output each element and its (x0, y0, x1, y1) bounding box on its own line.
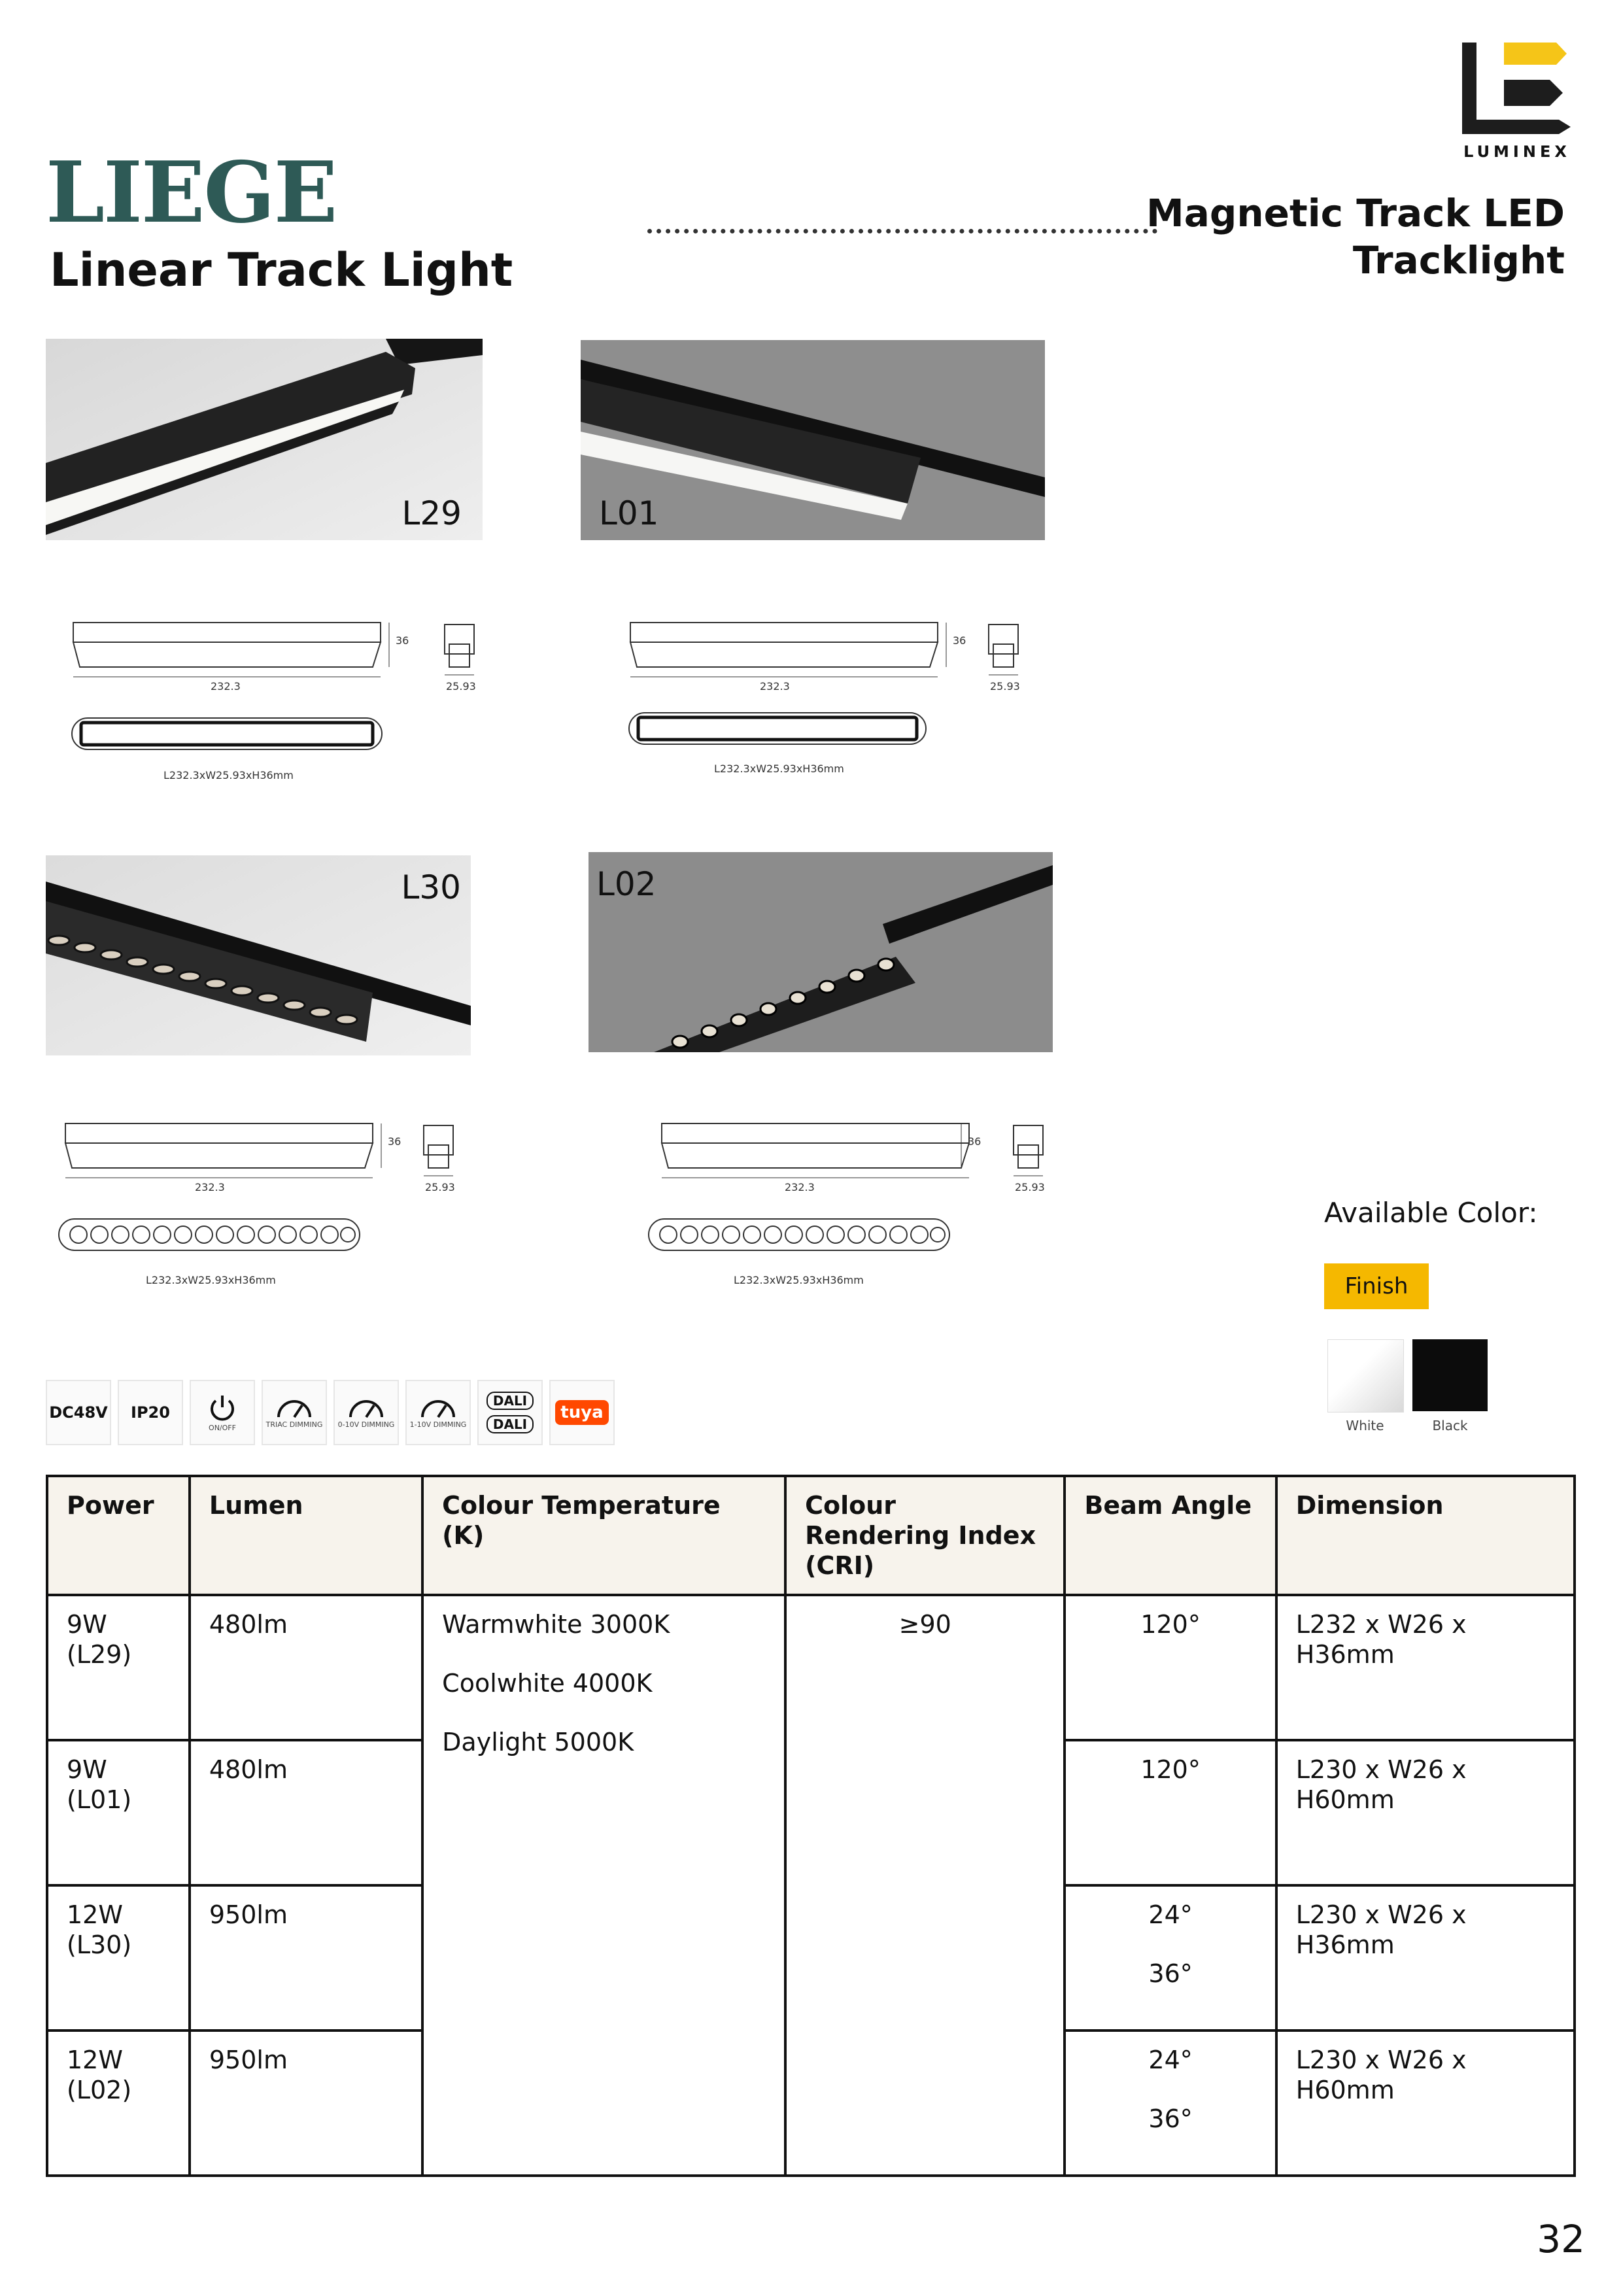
dim-length: 232.3 (785, 1181, 815, 1193)
header-power: Power (47, 1476, 190, 1595)
technical-drawing-3 (58, 1116, 489, 1286)
feature-icons (46, 1380, 615, 1445)
technical-drawing-4 (647, 1116, 1079, 1286)
product-label: L01 (599, 494, 659, 532)
dim-note: L232.3xW25.93xH36mm (714, 762, 844, 775)
dim-note: L232.3xW25.93xH36mm (146, 1274, 276, 1286)
product-photo-l02 (589, 852, 1053, 1052)
dim-width: 25.93 (990, 680, 1020, 693)
dim-length: 232.3 (211, 680, 241, 693)
tuya-icon: tuya (549, 1380, 615, 1445)
dim-height: 36 (388, 1135, 401, 1148)
dim-length: 232.3 (195, 1181, 225, 1193)
dim-width: 25.93 (425, 1181, 455, 1193)
cell-colour-temperature: Warmwhite 3000K Coolwhite 4000K Daylight 5000K (422, 1595, 785, 2176)
table-header-row (47, 1476, 1575, 1595)
spec-table (46, 1475, 1576, 2177)
header-dimension: Dimension (1276, 1476, 1575, 1595)
cell-dimension: L232 x W26 x H36mm (1276, 1595, 1575, 1740)
cell-lumen: 480lm (190, 1740, 422, 1885)
header-lumen: Lumen (190, 1476, 422, 1595)
cell-lumen: 480lm (190, 1595, 422, 1740)
black-swatch-label: Black (1432, 1418, 1468, 1433)
product-brand-title: LIEGE (46, 144, 337, 242)
tagline (1146, 190, 1565, 284)
product-photo-l01 (581, 340, 1045, 540)
cell-beam-angle: 120° (1065, 1740, 1276, 1885)
dali-icon: DALI DALI (477, 1380, 543, 1445)
available-color-title: Available Color: (1324, 1197, 1538, 1229)
product-label: L30 (401, 868, 461, 906)
tagline-line2: Tracklight (1352, 238, 1565, 283)
cell-power: 12W (L02) (47, 2030, 190, 2176)
cell-beam-angle: 120° (1065, 1595, 1276, 1740)
page-number: 32 (1537, 2217, 1585, 2261)
black-swatch (1412, 1339, 1488, 1411)
product-label: L02 (596, 865, 657, 903)
dim-length: 232.3 (760, 680, 790, 693)
dim-height: 36 (953, 634, 966, 647)
technical-drawing-1 (65, 615, 497, 785)
dim-note: L232.3xW25.93xH36mm (163, 769, 294, 781)
finish-label: Finish (1324, 1263, 1429, 1309)
dim-width: 25.93 (1015, 1181, 1045, 1193)
cell-cri: ≥90 (785, 1595, 1065, 2176)
cell-beam-angle: 24° 36° (1065, 1885, 1276, 2030)
product-photo-l30 (46, 855, 471, 1055)
cell-dimension: L230 x W26 x H60mm (1276, 1740, 1575, 1885)
l02-render-icon (589, 852, 1053, 1052)
0-10v-dimming-icon: 0-10V DIMMING (333, 1380, 399, 1445)
dim-note: L232.3xW25.93xH36mm (734, 1274, 864, 1286)
product-photo-l29 (46, 339, 483, 540)
product-label: L29 (401, 494, 462, 532)
logo-wordmark: LUMINEX (1463, 143, 1571, 161)
white-swatch-label: White (1346, 1418, 1384, 1433)
ip20-icon: IP20 (118, 1380, 183, 1445)
table-row (47, 1595, 1575, 1740)
tagline-line1: Magnetic Track LED (1146, 191, 1565, 235)
dim-height: 36 (968, 1135, 981, 1148)
cell-power: 9W (L29) (47, 1595, 190, 1740)
triac-dimming-icon: TRIAC DIMMING (262, 1380, 327, 1445)
cell-dimension: L230 x W26 x H60mm (1276, 2030, 1575, 2176)
header-cri: Colour Rendering Index (CRI) (785, 1476, 1065, 1595)
header-beam-angle: Beam Angle (1065, 1476, 1276, 1595)
cell-power: 9W (L01) (47, 1740, 190, 1885)
dim-width: 25.93 (446, 680, 476, 693)
dim-height: 36 (396, 634, 409, 647)
dotted-leader (647, 196, 1157, 233)
cell-dimension: L230 x W26 x H36mm (1276, 1885, 1575, 2030)
header-colour-temperature: Colour Temperature (K) (422, 1476, 785, 1595)
power-icon: ON/OFF (190, 1380, 255, 1445)
white-swatch (1327, 1339, 1404, 1413)
cell-lumen: 950lm (190, 1885, 422, 2030)
product-subtitle: Linear Track Light (50, 243, 513, 297)
cell-lumen: 950lm (190, 2030, 422, 2176)
cell-power: 12W (L30) (47, 1885, 190, 2030)
dc48v-icon: DC48V (46, 1380, 111, 1445)
1-10v-dimming-icon: 1-10V DIMMING (405, 1380, 471, 1445)
technical-drawing-2 (623, 615, 1054, 785)
cell-beam-angle: 24° 36° (1065, 2030, 1276, 2176)
